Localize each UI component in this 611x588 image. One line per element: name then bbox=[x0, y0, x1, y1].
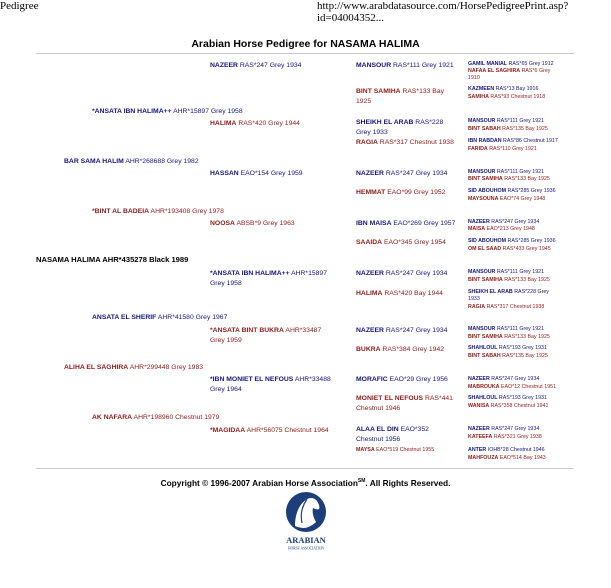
gen3-entry[interactable]: *ANSATA IBN HALIMA++ AHR*15897 Grey 1958 bbox=[92, 108, 243, 115]
gen3-entry[interactable]: *BINT AL BADEIA AHR*193408 Grey 1978 bbox=[92, 208, 224, 215]
subject-horse[interactable]: NASAMA HALIMA AHR*435278 Black 1989 bbox=[36, 255, 189, 264]
gen4-entry[interactable]: HALIMA RAS*420 Grey 1944 bbox=[210, 120, 300, 127]
gen5-entry[interactable]: BINT SAMIHA RAS*133 Bay 1925 bbox=[356, 88, 445, 105]
gen6-entry[interactable]: MABROUKA EAO*12 Chestnut 1951 bbox=[468, 384, 557, 390]
gen4-entry[interactable]: *ANSATA BINT BUKRA AHR*33487 Grey 1959 bbox=[210, 327, 322, 344]
gen5-entry[interactable]: MAYSA EAO*519 Chestnut 1955 bbox=[356, 447, 435, 453]
gen6-entry[interactable]: SAMIHA RAS*93 Chestnut 1918 bbox=[468, 94, 546, 100]
gen6-entry[interactable]: NAZEER RAS*247 Grey 1934 bbox=[468, 219, 540, 225]
gen6-entry[interactable]: MANSOUR RAS*111 Grey 1921 bbox=[468, 169, 545, 175]
gen6-entry[interactable]: SHAHLOUL RAS*193 Grey 1931 bbox=[468, 345, 547, 351]
bottom-divider bbox=[36, 468, 574, 469]
gen3-entry[interactable]: ANSATA EL SHERIF AHR*41580 Grey 1967 bbox=[92, 314, 228, 321]
page-header-url: http://www.arabdatasource.com/HorsePedigreePrint.asp?id=04004352... bbox=[317, 0, 569, 24]
gen5-entry[interactable]: ALAA EL DIN EAO*352 Chestnut 1956 bbox=[356, 426, 429, 443]
gen5-entry[interactable]: HEMMAT EAO*99 Grey 1952 bbox=[356, 189, 446, 196]
gen6-entry[interactable]: SID ABOUHOM RAS*285 Grey 1936 bbox=[468, 238, 556, 244]
gen6-entry[interactable]: BINT SAMIHA RAS*133 Bay 1925 bbox=[468, 176, 550, 182]
gen6-entry[interactable]: IBN RABDAN RAS*86 Chestnut 1917 bbox=[468, 138, 558, 144]
dam[interactable]: ALIHA EL SAGHIRA AHR*299448 Grey 1983 bbox=[64, 364, 204, 371]
gen6-entry[interactable]: SID ABOUHOM RAS*285 Grey 1936 bbox=[468, 188, 556, 194]
gen4-entry[interactable]: NAZEER RAS*247 Grey 1934 bbox=[210, 62, 302, 69]
gen6-entry[interactable]: NAZEER RAS*247 Grey 1934 bbox=[468, 426, 540, 432]
gen6-entry[interactable]: KAZMEEN RAS*13 Bay 1916 bbox=[468, 86, 539, 92]
gen6-entry[interactable]: MAHFOUZA EAO*514 Bay 1943 bbox=[468, 455, 546, 461]
gen6-entry[interactable]: FARIDA RAS*110 Grey 1921 bbox=[468, 146, 537, 152]
gen6-entry[interactable]: MANSOUR RAS*111 Grey 1921 bbox=[468, 269, 545, 275]
gen6-entry[interactable]: MANSOUR RAS*111 Grey 1921 bbox=[468, 118, 545, 124]
gen6-entry[interactable]: SHEIKH EL ARAB RAS*228 Grey 1933 bbox=[468, 289, 549, 302]
gen5-entry[interactable]: HALIMA RAS*420 Bay 1944 bbox=[356, 290, 443, 297]
gen5-entry[interactable]: BUKRA RAS*384 Grey 1942 bbox=[356, 346, 445, 353]
gen6-entry[interactable]: ANTER IOHB*28 Chestnut 1946 bbox=[468, 447, 545, 453]
arabian-horse-association-logo[interactable] bbox=[279, 490, 333, 552]
gen6-entry[interactable]: MAISA EAO*213 Grey 1948 bbox=[468, 226, 535, 232]
gen3-entry[interactable]: AK NAFARA AHR*198960 Chestnut 1979 bbox=[92, 414, 220, 421]
gen5-entry[interactable]: NAZEER RAS*247 Grey 1934 bbox=[356, 327, 448, 334]
top-divider bbox=[36, 53, 574, 54]
gen5-entry[interactable]: SAAIDA EAO*345 Grey 1954 bbox=[356, 239, 446, 246]
gen6-entry[interactable]: SHAHLOUL RAS*193 Grey 1931 bbox=[468, 395, 547, 401]
gen5-entry[interactable]: MANSOUR RAS*111 Grey 1921 bbox=[356, 62, 454, 69]
page-title: Arabian Horse Pedigree for NASAMA HALIMA bbox=[191, 38, 420, 50]
logo-subtitle: HORSE ASSOCIATION bbox=[287, 546, 325, 551]
gen4-entry[interactable]: *ANSATA IBN HALIMA++ AHR*15897 Grey 1958 bbox=[210, 270, 327, 287]
gen6-entry[interactable]: KATEEFA RAS*321 Grey 1938 bbox=[468, 434, 542, 440]
gen5-entry[interactable]: NAZEER RAS*247 Grey 1934 bbox=[356, 270, 448, 277]
gen6-entry[interactable]: BINT SAMIHA RAS*133 Bay 1925 bbox=[468, 277, 550, 283]
page-header-left: Pedigree bbox=[0, 0, 39, 12]
gen6-entry[interactable]: GAMIL MANIAL RAS*65 Grey 1912 bbox=[468, 61, 554, 67]
gen6-entry[interactable]: MANSOUR RAS*111 Grey 1921 bbox=[468, 326, 545, 332]
sire[interactable]: BAR SAMA HALIM AHR*268688 Grey 1982 bbox=[64, 158, 199, 165]
gen5-entry[interactable]: MORAFIC EAO*29 Grey 1956 bbox=[356, 376, 448, 383]
logo-word: ARABIAN bbox=[286, 535, 326, 545]
gen5-entry[interactable]: SHEIKH EL ARAB RAS*228 Grey 1933 bbox=[356, 119, 444, 136]
gen6-entry[interactable]: OM EL SAAD RAS*433 Grey 1945 bbox=[468, 246, 551, 252]
gen6-entry[interactable]: RAGIA RAS*317 Chestnut 1938 bbox=[468, 304, 545, 310]
gen6-entry[interactable]: BINT SAMIHA RAS*133 Bay 1925 bbox=[468, 334, 550, 340]
gen4-entry[interactable]: *MAGIDAA AHR*56075 Chestnut 1964 bbox=[210, 427, 329, 434]
gen5-entry[interactable]: IBN MAISA EAO*269 Grey 1957 bbox=[356, 220, 456, 227]
gen4-entry[interactable]: HASSAN EAO*154 Grey 1959 bbox=[210, 170, 303, 177]
gen6-entry[interactable]: WANISA RAS*358 Chestnut 1941 bbox=[468, 403, 549, 409]
gen6-entry[interactable]: BINT SABAH RAS*135 Bay 1925 bbox=[468, 353, 548, 359]
gen6-entry[interactable]: MAYSOUNA EAO*74 Grey 1948 bbox=[468, 196, 546, 202]
gen6-entry[interactable]: NAZEER RAS*247 Grey 1934 bbox=[468, 376, 540, 382]
gen4-entry[interactable]: *IBN MONIET EL NEFOUS AHR*33488 Grey 1964 bbox=[210, 376, 331, 393]
gen5-entry[interactable]: NAZEER RAS*247 Grey 1934 bbox=[356, 170, 448, 177]
gen6-entry[interactable]: NAFAA EL SAGHIRA RAS*6 Grey 1910 bbox=[468, 68, 551, 81]
gen5-entry[interactable]: RAGIA RAS*317 Chestnut 1938 bbox=[356, 139, 454, 146]
copyright-notice: Copyright © 1996-2007 Arabian Horse Association℠. All Rights Reserved. bbox=[160, 478, 451, 488]
gen4-entry[interactable]: NOOSA ABSB*9 Grey 1963 bbox=[210, 220, 295, 227]
gen6-entry[interactable]: BINT SABAH RAS*135 Bay 1925 bbox=[468, 126, 548, 132]
gen5-entry[interactable]: MONIET EL NEFOUS RAS*441 Chestnut 1946 bbox=[356, 395, 453, 412]
